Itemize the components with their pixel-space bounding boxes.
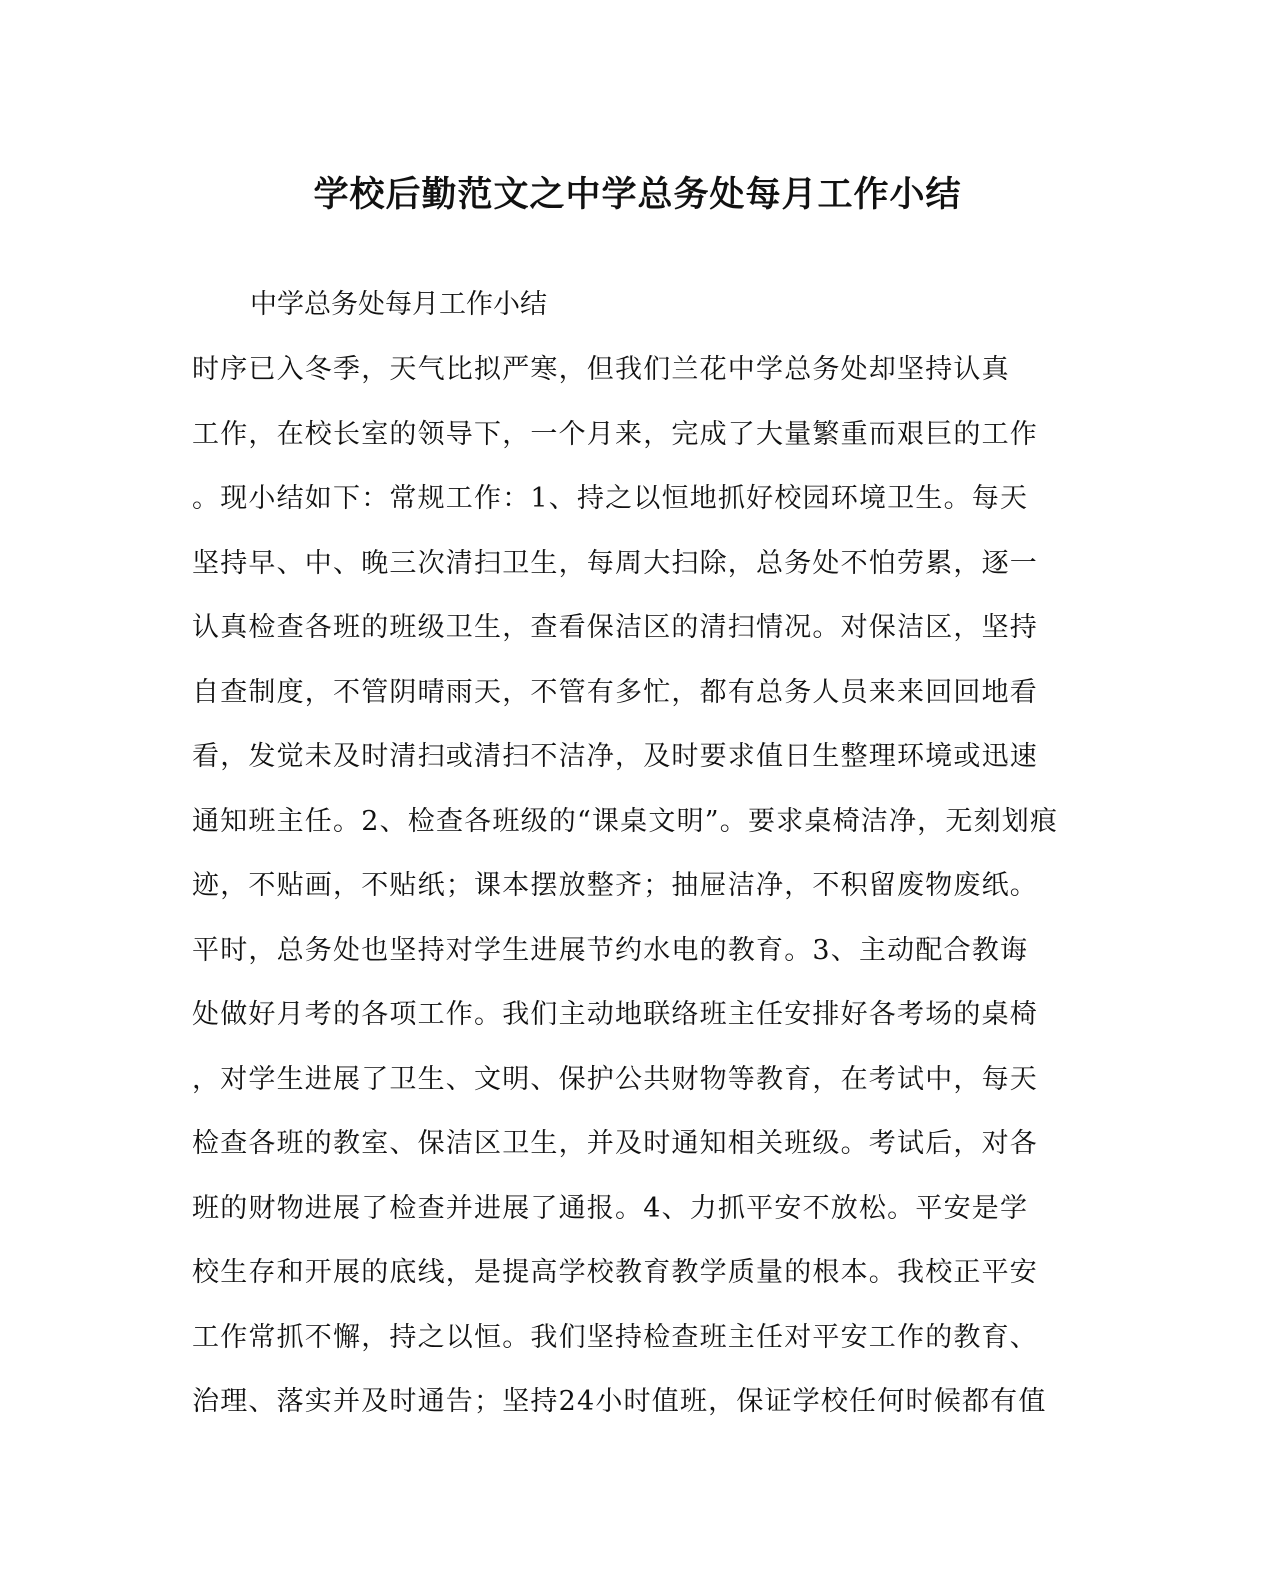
body-line: 坚持早、中、晚三次清扫卫生，每周大扫除，总务处不怕劳累，逐一 — [192, 547, 1038, 579]
body-line: 平时，总务处也坚持对学生进展节约水电的教育。3、主动配合教诲 — [192, 934, 1029, 966]
body-line: 处做好月考的各项工作。我们主动地联络班主任安排好各考场的桌椅 — [192, 999, 1038, 1030]
body-line: 班的财物进展了检查并进展了通报。4、力抓平安不放松。平安是学 — [192, 1192, 1029, 1224]
body-line: ，对学生进展了卫生、文明、保护公共财物等教育，在考试中，每天 — [192, 1063, 1038, 1095]
body-line: 工作，在校长室的领导下，一个月来，完成了大量繁重而艰巨的工作 — [192, 418, 1038, 450]
document-subtitle: 中学总务处每月工作小结 — [250, 289, 547, 320]
body-line: 治理、落实并及时通告；坚持24小时值班，保证学校任何时候都有值 — [192, 1386, 1047, 1417]
body-line: 校生存和开展的底线，是提高学校教育教学质量的根本。我校正平安 — [192, 1257, 1038, 1288]
body-line: 通知班主任。2、检查各班级的“课桌文明”。要求桌椅洁净，无刻划痕 — [192, 805, 1059, 837]
document-title: 学校后勤范文之中学总务处每月工作小结 — [313, 174, 962, 215]
body-line: 工作常抓不懈，持之以恒。我们坚持检查班主任对平安工作的教育、 — [192, 1321, 1038, 1353]
body-line: 。现小结如下：常规工作：1、持之以恒地抓好校园环境卫生。每天 — [192, 483, 1029, 514]
document-body — [192, 345, 1092, 1442]
body-line: 检查各班的教室、保洁区卫生，并及时通知相关班级。考试后，对各 — [192, 1128, 1038, 1159]
body-line: 认真检查各班的班级卫生，查看保洁区的清扫情况。对保洁区，坚持 — [192, 612, 1038, 643]
body-line: 自查制度，不管阴晴雨天，不管有多忙，都有总务人员来来回回地看 — [192, 676, 1038, 708]
body-line: 迹，不贴画，不贴纸；课本摆放整齐；抽屉洁净，不积留废物废纸。 — [192, 870, 1038, 901]
body-line: 看，发觉未及时清扫或清扫不洁净，及时要求值日生整理环境或迅速 — [192, 741, 1038, 772]
body-line: 时序已入冬季，天气比拟严寒，但我们兰花中学总务处却坚持认真 — [192, 354, 1010, 385]
